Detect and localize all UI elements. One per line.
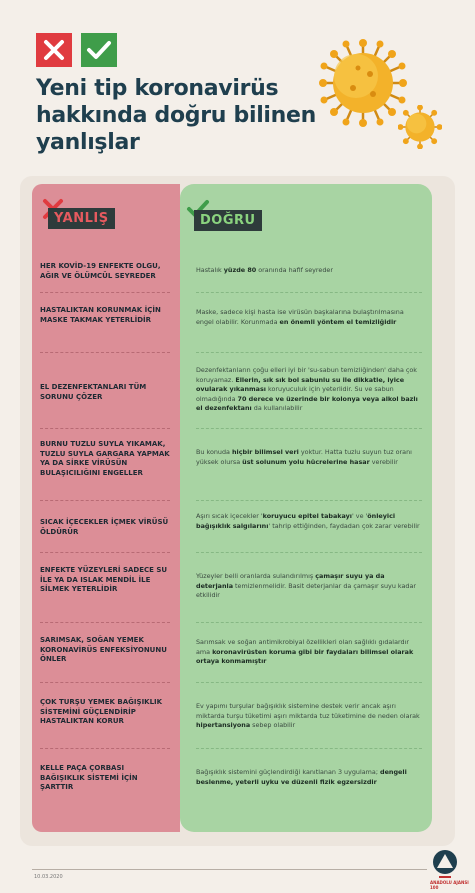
fact-text: Bu konuda hiçbir bilimsel veri yoktur. Hatta tuzlu suyun tuz oranı yüksek olursa üst solunum yolu hücrelerine hasar verebilir	[196, 448, 412, 466]
myth-text: KELLE PAÇA ÇORBASI BAĞIŞIKLIK SİSTEMİ İÇİN ŞARTTIR	[40, 764, 138, 791]
right-header	[194, 210, 262, 231]
fact-text: Dezenfektanların çoğu elleri iyi bir 'su-sabun temizliğinden' daha çok koruyamaz. Ellerin, sık sık bol sabunlu su ile dikkatle, iyice ovularak yıkanması koruyuculuk için yeterlidir. Su ve sabun olmadığında 70 derece ve üzerinde bir kolonya veya alkol bazlı el dezenfektanı da kullanılabilir	[196, 366, 418, 412]
divider	[40, 682, 170, 683]
myth-text: ÇOK TURŞU YEMEK BAĞIŞIKLIK SİSTEMİNİ GÜÇLENDİRİP HASTALIKTAN KORUR	[40, 698, 163, 725]
check-icon	[81, 33, 117, 67]
fact-text: Yüzeyler belli oranlarda sulandırılmış çamaşır suyu ya da deterjanla temizlenmelidir. Basit deterjanlar da çamaşır suyu kadar etkilidir	[196, 572, 417, 599]
divider	[196, 428, 422, 429]
divider	[40, 748, 170, 749]
top-icons	[36, 33, 117, 67]
page-title: Yeni tip koronavirüs hakkında doğru bilinen yanlışlar	[36, 76, 317, 155]
divider	[196, 352, 422, 353]
fact-text: Maske, sadece kişi hasta ise virüsün başkalarına bulaştırılmasına engel olabilir. Korunmada en önemli yöntem el temizliğidir	[196, 308, 404, 326]
divider	[196, 552, 422, 553]
myth-text: ENFEKTE YÜZEYLERİ SADECE SU İLE YA DA ISLAK MENDİL İLE SİLMEK YETERLİDİR	[40, 566, 168, 593]
footer-divider	[32, 869, 427, 870]
divider	[196, 682, 422, 683]
myth-text: HER KOVİD-19 ENFEKTE OLGU, AĞIR VE ÖLÜMCÜL SEYREDER	[40, 262, 161, 280]
wrong-column	[32, 184, 180, 832]
divider	[196, 622, 422, 623]
divider	[40, 428, 170, 429]
fact-text: Aşırı sıcak içecekler 'koruyucu epitel tabakayı' ve 'önleyici bağışıklık salgılarını' tahrip ettiğinden, faydadan çok zarar verebilir	[196, 512, 420, 530]
fact-text: Ev yapımı turşular bağışıklık sistemine destek verir ancak aşırı miktarda turşu tüketimi aşırı miktarda tuz tüketimine de neden olarak hipertansiyona sebep olabilir	[196, 702, 420, 729]
logo-label: ANADOLU AJANSI 100	[430, 880, 469, 890]
divider	[40, 622, 170, 623]
divider	[196, 292, 422, 293]
divider	[40, 352, 170, 353]
divider	[40, 292, 170, 293]
myth-text: BURNU TUZLU SUYLA YIKAMAK, TUZLU SUYLA GARGARA YAPMAK YA DA SİRKE VİRÜSÜN BULAŞICILIĞINI ENGELLER	[40, 440, 170, 477]
myth-text: SICAK İÇECEKLER İÇMEK VİRÜSÜ ÖLDÜRÜR	[40, 518, 169, 536]
wrong-header	[48, 208, 115, 229]
right-header-label: DOĞRU	[194, 210, 262, 231]
fact-text: Sarımsak ve soğan antimikrobiyal özellikleri olan sağlıklı gıdalardır ama koronavirüsten koruma gibi bir faydaları bilimsel olarak ortaya konmamıştır	[196, 638, 414, 665]
divider	[40, 500, 170, 501]
divider	[196, 748, 422, 749]
divider	[196, 500, 422, 501]
fact-text: Hastalık yüzde 80 oranında hafif seyreder	[196, 266, 333, 274]
virus-small-icon	[398, 105, 442, 149]
myth-text: SARIMSAK, SOĞAN YEMEK KORONAVİRÜS ENFEKSİYONUNU ÖNLER	[40, 636, 167, 663]
myth-text: HASTALIKTAN KORUNMAK İÇİN MASKE TAKMAK YETERLİDİR	[40, 306, 161, 324]
footer-date: 10.03.2020	[34, 874, 63, 880]
right-column	[180, 184, 432, 832]
fact-text: Bağışıklık sistemini güçlendirdiği kanıtlanan 3 uygulama; dengeli beslenme, yeterli uyku ve düzenli fizik egzersizdir	[196, 768, 407, 786]
wrong-header-label: YANLIŞ	[48, 208, 115, 229]
divider	[40, 552, 170, 553]
myth-text: EL DEZENFEKTANLARI TÜM SORUNU ÇÖZER	[40, 383, 147, 401]
virus-icon	[318, 38, 408, 128]
cross-icon	[36, 33, 72, 67]
